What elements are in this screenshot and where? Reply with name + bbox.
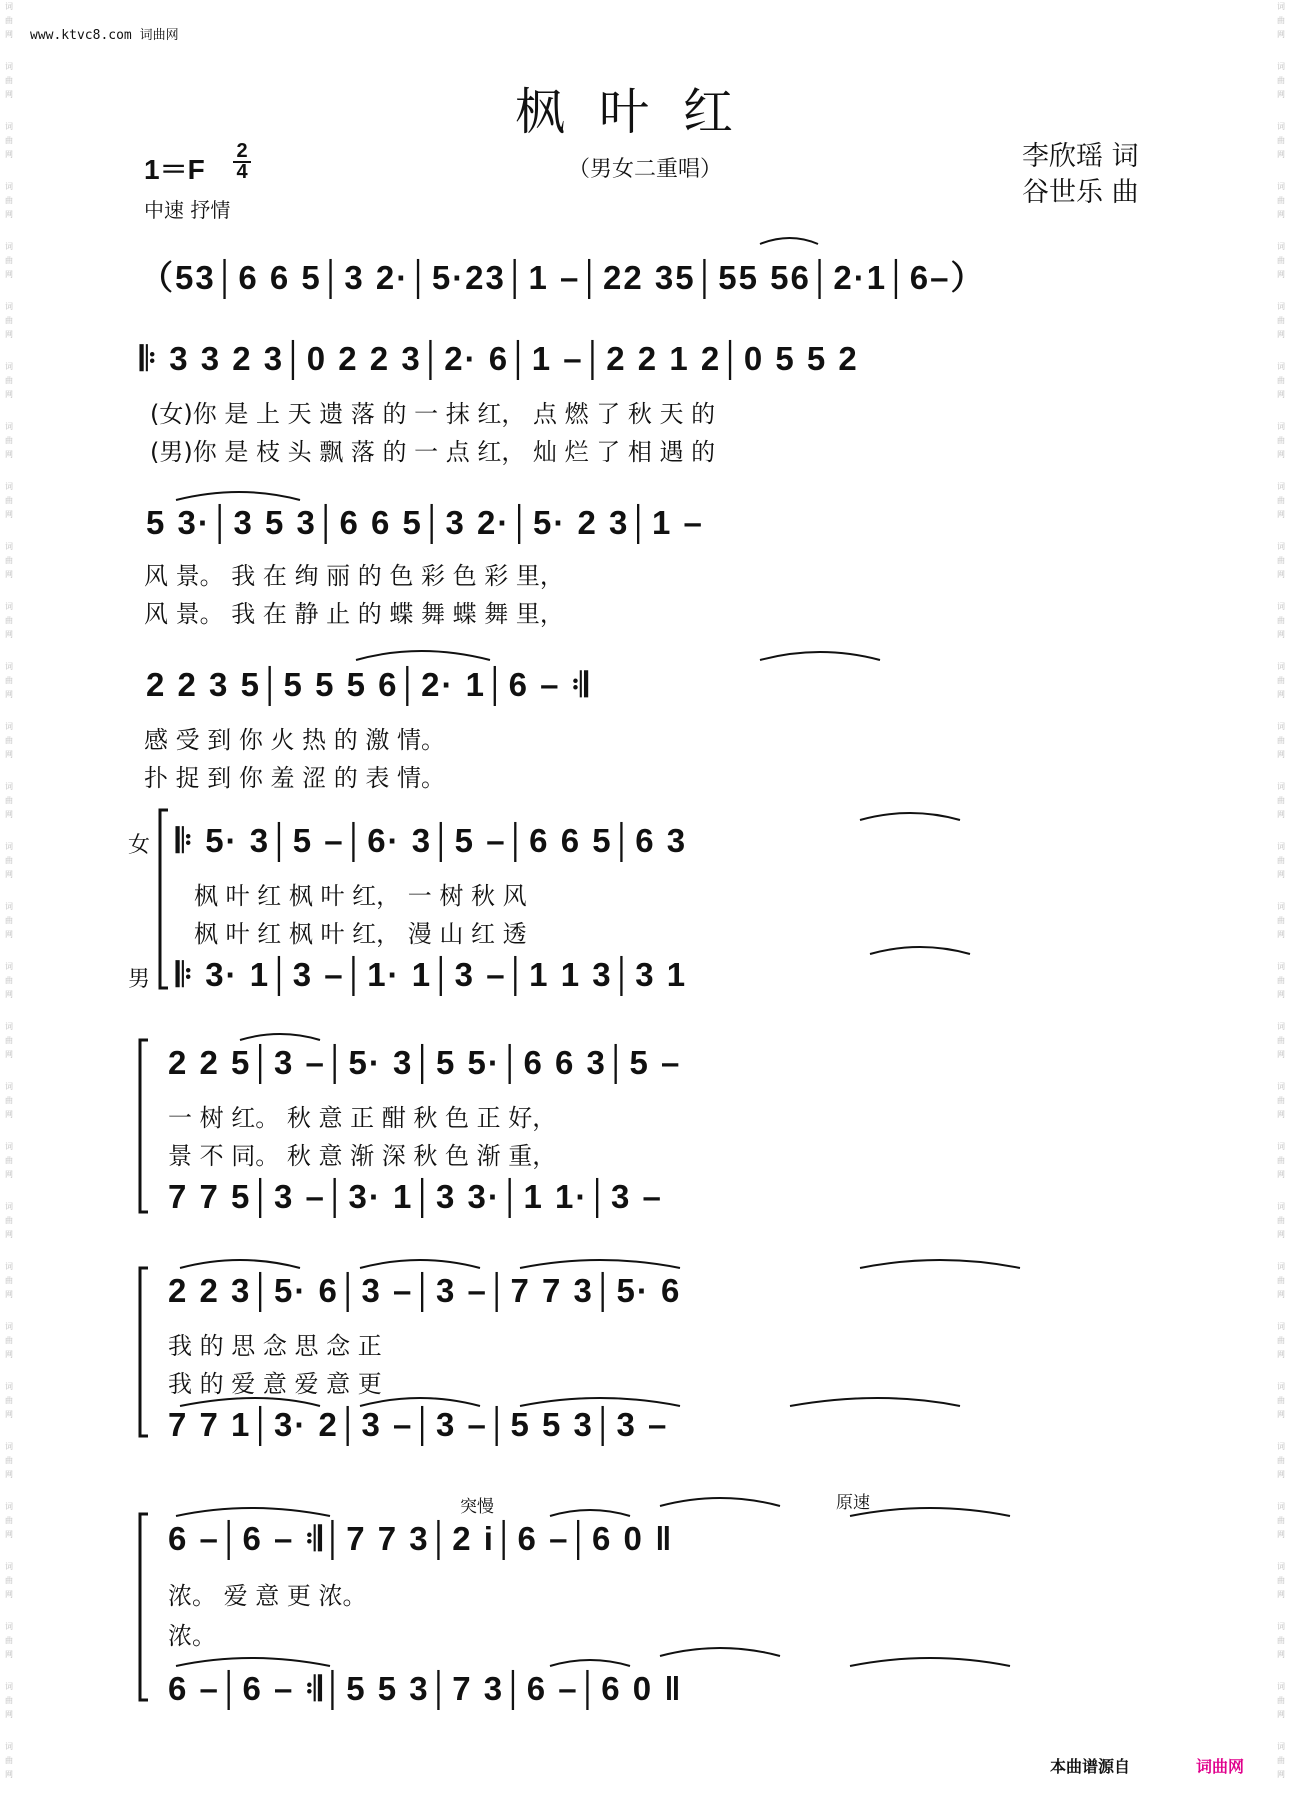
watermark-text: 词 曲 网 [5, 902, 13, 939]
watermark-text: 词 曲 网 [5, 1622, 13, 1659]
chorus-2-lyric-1: 一 树 红。 秋 意 正 酣 秋 色 正 好， [168, 1104, 557, 1132]
watermark-text: 词 曲 网 [5, 1442, 13, 1479]
chorus-1-lyric-2: 枫 叶 红 枫 叶 红， 漫 山 红 透 [194, 920, 527, 948]
slur [180, 1260, 300, 1268]
watermark-text: 词 曲 网 [1277, 1022, 1285, 1059]
bracket-system-5 [160, 810, 168, 988]
chorus-1-lyric-1: 枫 叶 红 枫 叶 红， 一 树 秋 风 [194, 882, 527, 910]
watermark-text: 词 曲 网 [1277, 782, 1285, 819]
slur [660, 1498, 780, 1506]
ending-lyric-2: 浓。 [168, 1622, 216, 1650]
watermark-text: 词 曲 网 [1277, 902, 1285, 939]
chorus-2-female-notes: 2 2 5│3 –│5· 3│5 5·│6 6 3│5 – [168, 1044, 682, 1081]
watermark-text: 词 曲 网 [5, 1022, 13, 1059]
watermark-text: 词 曲 网 [1277, 1082, 1285, 1119]
ending-lyric-1: 浓。 爱 意 更 浓。 [168, 1582, 367, 1610]
slur [860, 1260, 1020, 1268]
watermark-text: 词 曲 网 [1277, 1262, 1285, 1299]
watermark-text: 词 曲 网 [5, 1682, 13, 1719]
slur [520, 1398, 680, 1406]
slur [356, 651, 490, 660]
watermark-text: 词 曲 网 [5, 782, 13, 819]
chorus-1-male-notes: 𝄆 3· 1│3 –│1· 1│3 –│1 1 3│3 1 [176, 956, 688, 993]
slur [550, 1660, 630, 1666]
watermark-text: 词 曲 网 [5, 602, 13, 639]
lyricist-credit: 李欣瑶 词 [1022, 141, 1139, 172]
verse-line-2-notes: 5 3·│3 5 3│6 6 5│3 2·│5· 2 3│1 – [146, 504, 704, 541]
watermark-text: 词 曲 网 [1277, 962, 1285, 999]
chorus-3-male-notes: 7 7 1│3· 2│3 –│3 –│5 5 3│3 – [168, 1406, 669, 1443]
watermark-text: 词 曲 网 [5, 1322, 13, 1359]
slur [520, 1260, 680, 1268]
slur [870, 947, 970, 954]
watermark-text: 词 曲 网 [1277, 542, 1285, 579]
song-title: 枫叶红 [515, 83, 767, 141]
watermark-text: 词 曲 网 [5, 1742, 13, 1779]
watermark-text: 词 曲 网 [5, 62, 13, 99]
watermark-text: 词 曲 网 [1277, 182, 1285, 219]
watermark-text: 词 曲 网 [1277, 1322, 1285, 1359]
watermark-text: 词 曲 网 [1277, 242, 1285, 279]
watermark-text: 词 曲 网 [5, 1262, 13, 1299]
slur [760, 652, 880, 660]
song-subtitle: （男女二重唱） [568, 157, 723, 182]
watermark-text: 词 曲 网 [5, 2, 13, 39]
verse-line-1-lyric-male: (男)你 是 枝 头 飘 落 的 一 点 红， 灿 烂 了 相 遇 的 [150, 438, 716, 466]
slur [660, 1648, 780, 1656]
slur [760, 238, 818, 244]
watermark-text: 词 曲 网 [1277, 362, 1285, 399]
tempo-mark-resume: 原速 [836, 1493, 870, 1513]
watermark-text: 词 曲 网 [5, 662, 13, 699]
watermark-text: 词 曲 网 [5, 302, 13, 339]
watermark-text: 词 曲 网 [1277, 1502, 1285, 1539]
watermark-text: 词 曲 网 [1277, 1562, 1285, 1599]
bracket-system-7 [140, 1268, 148, 1436]
watermark-text: 词 曲 网 [1277, 1142, 1285, 1179]
tempo-marking: 中速 抒情 [144, 198, 231, 222]
slur [176, 1508, 330, 1516]
watermark-text: 词 曲 网 [1277, 602, 1285, 639]
male-part-label: 男 [128, 967, 151, 992]
verse-line-2-lyric-1: 风 景。 我 在 绚 丽 的 色 彩 色 彩 里， [144, 562, 564, 590]
verse-line-3-notes: 2 2 3 5│5 5 5 6│2· 1│6 – 𝄇 [146, 666, 590, 703]
footer-source: 本曲谱源自 [1050, 1757, 1131, 1776]
chorus-2-lyric-2: 景 不 同。 秋 意 渐 深 秋 色 渐 重， [168, 1142, 557, 1170]
slur [240, 1034, 320, 1040]
slur [176, 492, 300, 500]
slur [850, 1508, 1010, 1516]
watermark-text: 词 曲 网 [5, 1082, 13, 1119]
slur [180, 1398, 320, 1406]
chorus-3-lyric-1: 我 的 思 念 思 念 正 [168, 1332, 382, 1360]
watermark-text: 词 曲 网 [1277, 722, 1285, 759]
watermark-text: 词 曲 网 [1277, 1382, 1285, 1419]
watermark-text: 词 曲 网 [5, 242, 13, 279]
verse-line-3-lyric-1: 感 受 到 你 火 热 的 激 情。 [144, 726, 446, 754]
intro-notes: （53│6 6 5│3 2·│5·23│1 –│22 35│55 56│2·1│6–） [140, 259, 986, 296]
watermark-text: 词 曲 网 [5, 1382, 13, 1419]
watermark-text: 词 曲 网 [1277, 122, 1285, 159]
ending-female-notes: 6 –│6 – 𝄇│7 7 3│2 i│6 –│6 0 ‖ [168, 1520, 674, 1557]
watermark-text: 词 曲 网 [5, 1142, 13, 1179]
watermark-text: 词 曲 网 [1277, 482, 1285, 519]
watermark-text: 词 曲 网 [1277, 1202, 1285, 1239]
footer-site-link[interactable]: 词曲网 [1196, 1757, 1245, 1776]
watermark-text: 词 曲 网 [1277, 2, 1285, 39]
watermark-text: 词 曲 网 [1277, 422, 1285, 459]
watermark-text: 词 曲 网 [5, 182, 13, 219]
watermark-text: 词 曲 网 [1277, 1622, 1285, 1659]
chorus-2-male-notes: 7 7 5│3 –│3· 1│3 3·│1 1·│3 – [168, 1178, 663, 1215]
slur [790, 1398, 960, 1406]
watermark-text: 词 曲 网 [1277, 1742, 1285, 1779]
watermark-text: 词 曲 网 [5, 1562, 13, 1599]
watermark-text: 词 曲 网 [5, 482, 13, 519]
watermark-text: 词 曲 网 [1277, 842, 1285, 879]
slur [860, 813, 960, 820]
female-part-label: 女 [128, 833, 151, 858]
watermark-text: 词 曲 网 [1277, 1682, 1285, 1719]
verse-line-2-lyric-2: 风 景。 我 在 静 止 的 蝶 舞 蝶 舞 里， [144, 600, 564, 628]
watermark-text: 词 曲 网 [5, 722, 13, 759]
watermark-text: 词 曲 网 [1277, 62, 1285, 99]
watermark-text: 词 曲 网 [5, 1202, 13, 1239]
watermark-text: 词 曲 网 [5, 542, 13, 579]
verse-line-1-lyric-female: (女)你 是 上 天 遗 落 的 一 抹 红， 点 燃 了 秋 天 的 [150, 400, 716, 428]
composer-credit: 谷世乐 曲 [1022, 177, 1139, 208]
slur [176, 1658, 330, 1666]
site-url: www.ktvc8.com 词曲网 [30, 28, 179, 43]
bracket-system-6 [140, 1040, 148, 1212]
ending-male-notes: 6 –│6 – 𝄇│5 5 3│7 3│6 –│6 0 ‖ [168, 1670, 683, 1707]
slur [850, 1658, 1010, 1666]
verse-line-3-lyric-2: 扑 捉 到 你 羞 涩 的 表 情。 [144, 764, 446, 792]
watermark-text: 词 曲 网 [1277, 1442, 1285, 1479]
watermark-text: 词 曲 网 [5, 422, 13, 459]
chorus-3-lyric-2: 我 的 爱 意 爱 意 更 [168, 1370, 382, 1398]
slur [550, 1510, 630, 1516]
tempo-mark-slow: 突慢 [460, 1497, 494, 1517]
watermark-text: 词 曲 网 [5, 122, 13, 159]
watermark-text: 词 曲 网 [5, 362, 13, 399]
time-signature-top: 2 [236, 140, 248, 162]
verse-line-1-notes: 𝄆 3 3 2 3│0 2 2 3│2· 6│1 –│2 2 1 2│0 5 5 2 [140, 340, 859, 377]
bracket-system-8 [140, 1514, 148, 1700]
key-signature: 1＝F [144, 154, 205, 185]
watermark-text: 词 曲 网 [1277, 302, 1285, 339]
slur [360, 1260, 480, 1268]
chorus-1-female-notes: 𝄆 5· 3│5 –│6· 3│5 –│6 6 5│6 3 [176, 822, 688, 859]
time-signature-bottom: 4 [236, 161, 248, 183]
chorus-3-female-notes: 2 2 3│5· 6│3 –│3 –│7 7 3│5· 6 [168, 1272, 682, 1309]
watermark-text: 词 曲 网 [5, 842, 13, 879]
watermark-text: 词 曲 网 [5, 1502, 13, 1539]
slur [360, 1398, 480, 1406]
watermark-text: 词 曲 网 [1277, 662, 1285, 699]
watermark-text: 词 曲 网 [5, 962, 13, 999]
